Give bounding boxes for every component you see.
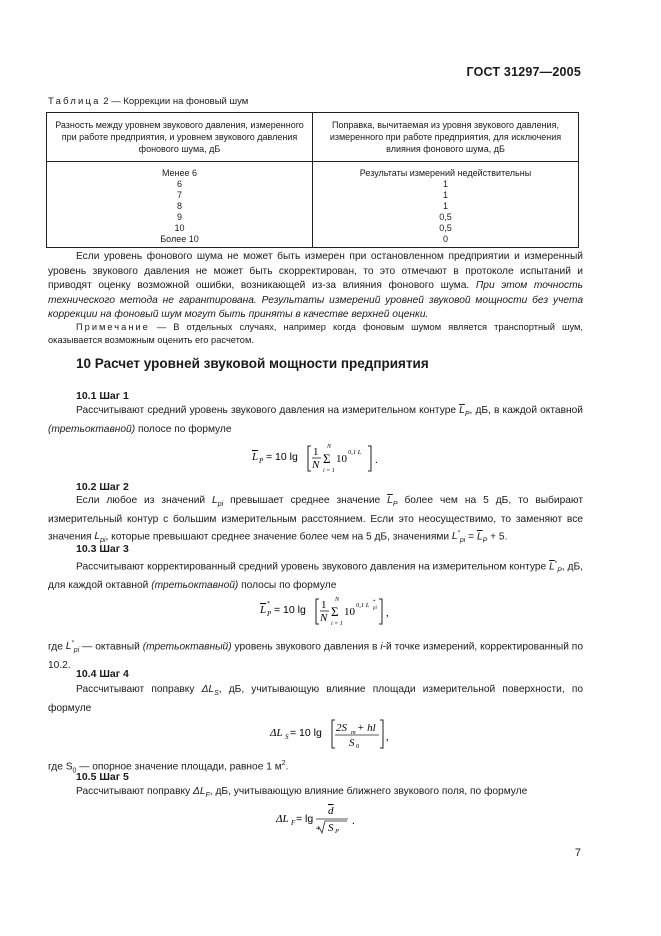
svg-text:+ hl: + hl [357, 722, 376, 734]
svg-text:1: 1 [313, 446, 319, 458]
svg-text:ΔL: ΔL [276, 813, 289, 825]
table-cell-correction: 0,5 [439, 212, 452, 222]
step2-text: Если любое из значений $L_{pi}$ превышает среднее значение $\overline{L}_P$ более чем на 5 дБ, то выбирают измерительный контур с большим измерительным расстоянием. Если это неосуществимо, то заменяют все значения $L_{pi}$, которые превышают среднее значение более чем на 5 дБ, значениями $L^*_{pi} = \overline{L}_P + 5$. [48, 495, 583, 545]
formula-5 [274, 800, 364, 840]
svg-text:.: . [352, 815, 355, 827]
svg-text:N: N [312, 459, 320, 471]
svg-text:0,1 L: 0,1 L [348, 449, 362, 456]
table-body-row [47, 162, 579, 248]
svg-text:S: S [349, 737, 355, 749]
page-number: 7 [574, 847, 581, 859]
step5-title: 10.5 Шаг 5 [76, 771, 129, 783]
svg-text:*: * [267, 601, 270, 607]
svg-text:m: m [351, 729, 356, 736]
table-cell-difference: 9 [176, 212, 182, 222]
table-cell-correction: 0,5 [439, 223, 452, 233]
svg-text:Σ: Σ [323, 451, 331, 466]
table-cell-correction: 1 [442, 179, 448, 189]
step4-title: 10.4 Шаг 4 [76, 668, 129, 680]
formula-4 [268, 712, 398, 752]
svg-text:F: F [291, 819, 296, 827]
col1-values [47, 162, 313, 248]
svg-text:i = 1: i = 1 [331, 621, 343, 627]
table-header-row [47, 113, 579, 162]
table-cell-correction: 1 [442, 190, 448, 200]
section-title: 10 Расчет уровней звуковой мощности предприятия [76, 356, 429, 371]
col2-values [313, 162, 579, 248]
step3-text: Рассчитывают корректированный средний уровень звукового давления на измерительном контуре $\overline{L}^*_P$, дБ, для каждой октавной (третьоктавной) полосы по формуле [48, 561, 583, 591]
svg-text:,: , [386, 731, 389, 743]
svg-text:,: , [386, 607, 389, 619]
table-cell-correction: 1 [442, 201, 448, 211]
svg-text:pi: pi [373, 606, 377, 611]
step2-title: 10.2 Шаг 2 [76, 481, 129, 493]
table-cell-difference: Более 10 [160, 234, 199, 244]
svg-text:4: 4 [316, 825, 320, 832]
svg-text:= 10 lg: = 10 lg [274, 604, 306, 616]
svg-text:i = 1: i = 1 [323, 468, 335, 474]
svg-text:*: * [373, 600, 376, 605]
svg-text:.: . [375, 454, 378, 466]
step1-title: 10.1 Шаг 1 [76, 390, 129, 402]
paragraph-background-noise: Если уровень фонового шума не может быть измерен при остановленном предприятии и измеренный уровень звукового давления не может быть скорректирован, то это отмечают в протоколе испытаний и приводят оценку возможной ошибки, возникающей из-за влияния фонового шума. При этом точность технического метода не гарантирована. Результаты измерений уровней звуковой мощности без учета коррекции на фоновый шум могут быть приняты в качестве верхней оценки. [48, 251, 583, 320]
table-cell-difference: 8 [176, 201, 182, 211]
standard-number: ГОСТ 31297—2005 [466, 65, 581, 79]
svg-text:P: P [335, 828, 339, 835]
step3-where: где $L^*_{pi}$ — октавный (третьоктавный) уровень звукового давления в i-й точке измерений, корректированный по 10.2. [48, 641, 583, 671]
table-cell-difference: 10 [174, 223, 185, 233]
svg-text:= 10 lg: = 10 lg [290, 727, 322, 739]
svg-text:S: S [328, 822, 334, 834]
svg-text:0,1 L: 0,1 L [356, 602, 370, 609]
step3-title: 10.3 Шаг 3 [76, 543, 129, 555]
svg-text:L: L [260, 604, 267, 616]
formula-3 [258, 588, 398, 628]
table-cell-difference: Менее 6 [161, 168, 198, 178]
svg-text:Σ: Σ [331, 604, 339, 619]
svg-text:= 10 lg: = 10 lg [266, 451, 298, 463]
svg-text:d: d [328, 805, 334, 817]
f1-lhs: L [252, 451, 259, 463]
step1-text: Рассчитывают средний уровень звукового давления на измерительном контуре $\overline{L}_P$, дБ, в каждой октавной (третьоктавной) полосе по формуле [48, 405, 583, 435]
table-cell-difference: 6 [176, 179, 182, 189]
table-caption: Таблица 2 — Коррекции на фоновый шум [48, 96, 249, 107]
svg-text:S: S [285, 733, 289, 741]
svg-text:0: 0 [356, 743, 360, 750]
svg-text:N: N [320, 612, 328, 624]
step5-text: Рассчитывают поправку $\Delta L_F$, дБ, учитывающую влияние ближнего звукового поля, по формуле [76, 786, 528, 800]
step4-text: Рассчитывают поправку $\Delta L_S$, дБ, учитывающую влияние площади измерительной поверхности, по формуле [48, 684, 583, 714]
svg-text:1: 1 [321, 599, 327, 611]
table-cell-correction: 0 [442, 234, 448, 244]
svg-text:P: P [267, 610, 272, 618]
col1-header: Разность между уровнем звукового давления, измеренного при работе предприятия, и уровнем звукового давления фонового шума, дБ [47, 113, 313, 162]
svg-text:P: P [259, 457, 264, 465]
svg-text:ΔL: ΔL [270, 727, 283, 739]
col2-header: Поправка, вычитаемая из уровня звукового давления, измеренного при работе предприятия, для исключения влияния фонового шума, дБ [313, 113, 579, 162]
table-cell-difference: 7 [176, 190, 182, 200]
corrections-table [46, 112, 579, 248]
svg-text:10: 10 [336, 453, 347, 465]
svg-text:N: N [327, 444, 332, 450]
step4-where: где $S_0$ — опорное значение площади, равное 1 $м^2$. [48, 760, 289, 775]
svg-text:= lg: = lg [296, 813, 314, 825]
svg-text:2S: 2S [336, 722, 347, 734]
svg-text:N: N [335, 597, 340, 603]
table-cell-correction: Результаты измерений недействительны [359, 168, 532, 178]
note: Примечание — В отдельных случаях, например когда фоновым шумом является транспортный шум, оказывается возможным оценить его расчетом. [48, 322, 583, 345]
svg-text:10: 10 [344, 606, 355, 618]
formula-1 [250, 435, 390, 475]
